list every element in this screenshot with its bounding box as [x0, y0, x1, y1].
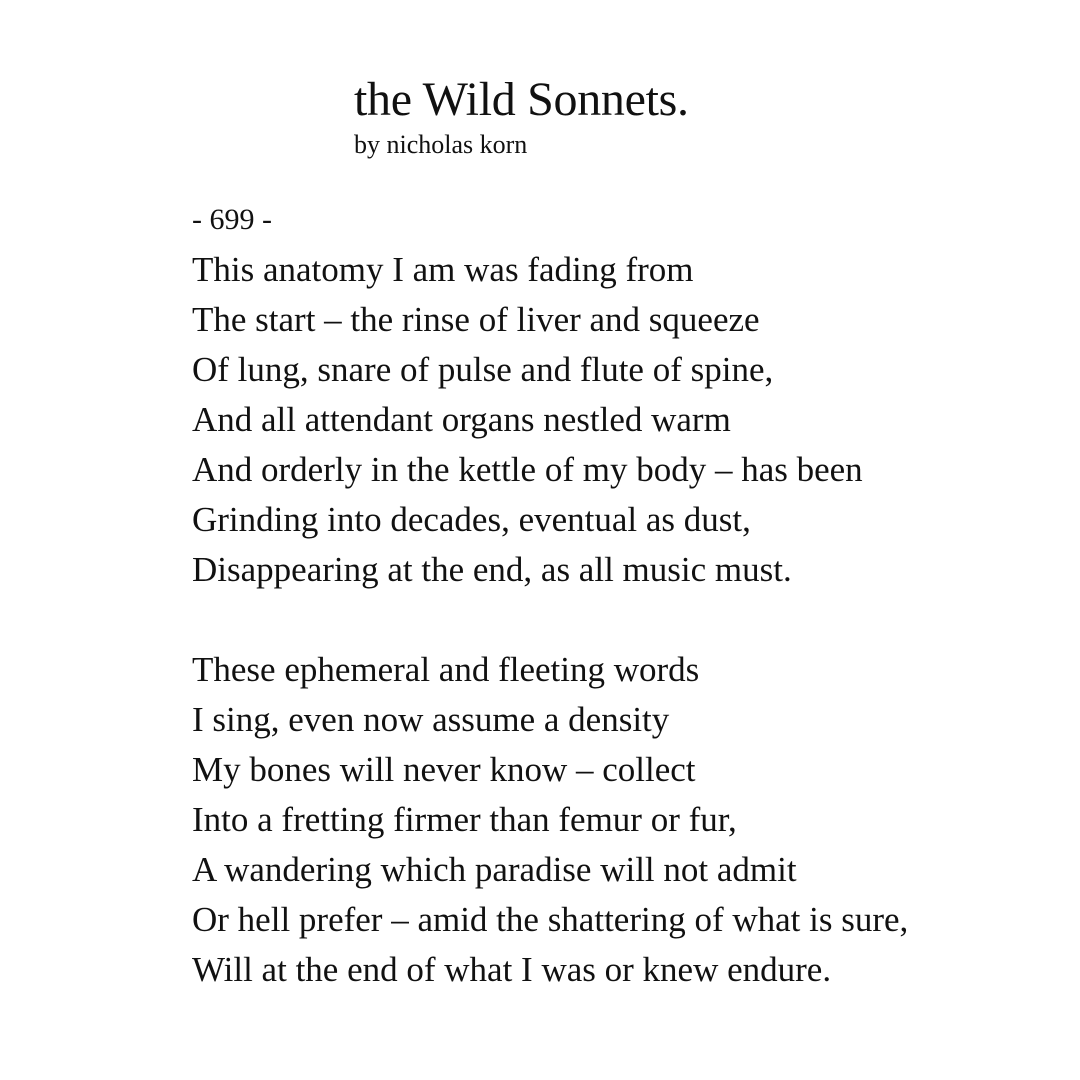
- poem-line: My bones will never know – collect: [192, 750, 696, 789]
- poem-number: - 699 -: [192, 203, 272, 236]
- stanza-2: [192, 645, 908, 995]
- poem-line: Of lung, snare of pulse and flute of spine,: [192, 350, 774, 389]
- poem-line: The start – the rinse of liver and squeeze: [192, 300, 760, 339]
- poem-line: Into a fretting firmer than femur or fur,: [192, 800, 737, 839]
- poem-line: These ephemeral and fleeting words: [192, 650, 700, 689]
- poem-line: Will at the end of what I was or knew endure.: [192, 950, 832, 989]
- poem-line: A wandering which paradise will not admit: [192, 850, 797, 889]
- poem-line: Or hell prefer – amid the shattering of what is sure,: [192, 900, 909, 939]
- poem-line: Disappearing at the end, as all music must.: [192, 550, 792, 589]
- poem-line: And orderly in the kettle of my body – has been: [192, 450, 863, 489]
- stanza-1: [192, 245, 908, 595]
- poem-line: I sing, even now assume a density: [192, 700, 670, 739]
- poem-header: [354, 72, 689, 160]
- poem-body: [192, 195, 908, 995]
- collection-title: the Wild Sonnets.: [354, 73, 689, 126]
- author-byline: by nicholas korn: [354, 130, 528, 159]
- stanza-divider: [192, 595, 908, 645]
- poem-line: And all attendant organs nestled warm: [192, 400, 731, 439]
- poem-line: Grinding into decades, eventual as dust,: [192, 500, 751, 539]
- poem-line: This anatomy I am was fading from: [192, 250, 694, 289]
